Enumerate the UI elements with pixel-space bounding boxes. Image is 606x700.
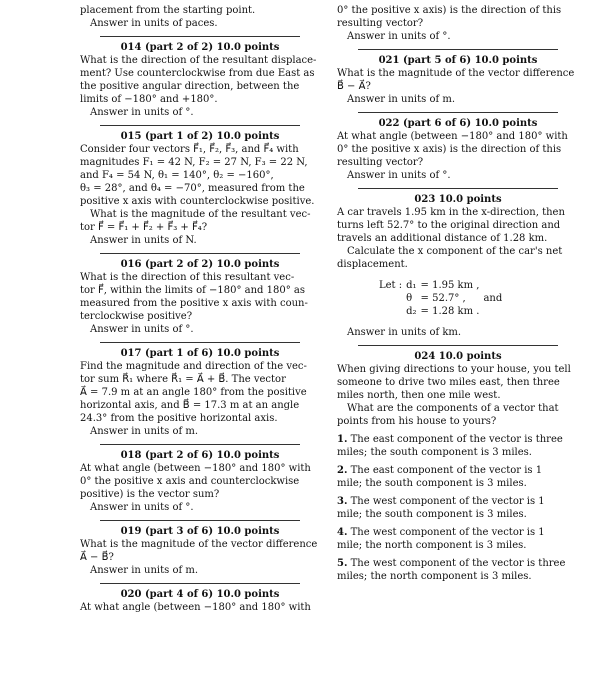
answer-option-1[interactable] <box>337 433 579 459</box>
question-header: 022 (part 6 of 6) 10.0 points <box>378 118 538 129</box>
divider <box>100 36 300 37</box>
question-text: At what angle (between −180° and 180° with <box>337 131 568 142</box>
question-text: terclockwise positive? <box>80 311 193 322</box>
question-text: What is the magnitude of the resultant vec- <box>90 209 311 220</box>
question-text: What is the magnitude of the vector difference <box>337 68 575 79</box>
question-text: At what angle (between −180° and 180° with <box>80 602 311 613</box>
question-text: displacement. <box>337 259 408 270</box>
answer-units: Answer in units of °. <box>90 324 194 335</box>
question-text: A⃗ = 7.9 m at an angle 180° from the positive <box>80 387 307 398</box>
continued-text: resulting vector? <box>337 18 424 29</box>
answer-units: Answer in units of °. <box>90 107 194 118</box>
divider <box>358 112 558 113</box>
option-text: The west component of the vector is three <box>350 558 566 569</box>
option-number: 5. <box>337 558 348 569</box>
question-018 <box>80 449 320 514</box>
question-header: 021 (part 5 of 6) 10.0 points <box>378 55 538 66</box>
question-text: When giving directions to your house, you tell <box>337 364 571 375</box>
question-014 <box>80 41 320 119</box>
question-header: 019 (part 3 of 6) 10.0 points <box>120 526 280 537</box>
connector <box>481 305 504 318</box>
question-header: 014 (part 2 of 2) 10.0 points <box>120 42 280 53</box>
question-header: 017 (part 1 of 6) 10.0 points <box>120 348 280 359</box>
variable: θ <box>406 293 413 304</box>
variable: d₁ <box>406 280 417 291</box>
question-text: What are the components of a vector that <box>347 403 559 414</box>
answer-units: Answer in units of m. <box>90 565 199 576</box>
continued-text: 0° the positive x axis) is the direction of this <box>337 5 562 16</box>
divider <box>100 520 300 521</box>
option-text: mile; the south component is 3 miles. <box>337 478 527 489</box>
answer-units: Answer in units of km. <box>347 327 462 338</box>
question-header: 016 (part 2 of 2) 10.0 points <box>120 259 280 270</box>
connector <box>481 279 504 292</box>
option-text: The west component of the vector is 1 <box>350 527 545 538</box>
value: = 52.7° , <box>420 293 466 304</box>
option-number: 2. <box>337 465 348 476</box>
question-text: ment? Use counterclockwise from due East as <box>80 68 315 79</box>
variable: d₂ <box>406 306 417 317</box>
given-values <box>377 279 579 318</box>
option-text: mile; the south component is 3 miles. <box>337 509 527 520</box>
divider <box>358 49 558 50</box>
question-text: tor F⃗, within the limits of −180° and 180° as <box>80 285 305 296</box>
question-015 <box>80 130 320 247</box>
question-text: 0° the positive x axis and counterclockwise <box>80 476 300 487</box>
question-text: Find the magnitude and direction of the vec- <box>80 361 307 372</box>
left-column <box>80 4 320 614</box>
option-text: miles; the south component is 3 miles. <box>337 447 532 458</box>
divider <box>100 125 300 126</box>
connector: and <box>483 293 503 304</box>
option-text: miles; the north component is 3 miles. <box>337 571 532 582</box>
divider <box>100 253 300 254</box>
question-text: resulting vector? <box>337 157 424 168</box>
question-text: travels an additional distance of 1.28 km. <box>337 233 548 244</box>
question-text: What is the magnitude of the vector difference <box>80 539 318 550</box>
question-text: limits of −180° and +180°. <box>80 94 218 105</box>
question-text: horizontal axis, and B⃗ = 17.3 m at an angle <box>80 400 300 411</box>
divider <box>100 342 300 343</box>
question-text: magnitudes F₁ = 42 N, F₂ = 27 N, F₃ = 22 N, <box>80 157 308 168</box>
question-text: tor F⃗ = F⃗₁ + F⃗₂ + F⃗₃ + F⃗₄? <box>80 222 208 233</box>
question-header: 015 (part 1 of 2) 10.0 points <box>120 131 280 142</box>
question-text: miles north, then one mile west. <box>337 390 501 401</box>
question-text: positive) is the vector sum? <box>80 489 220 500</box>
option-number: 1. <box>337 434 348 445</box>
answer-units: Answer in units of N. <box>90 235 197 246</box>
answer-units: Answer in units of °. <box>90 502 194 513</box>
question-020 <box>80 588 320 614</box>
question-text: points from his house to yours? <box>337 416 497 427</box>
divider <box>100 583 300 584</box>
question-text: and F₄ = 54 N, θ₁ = 140°, θ₂ = −160°, <box>80 170 274 181</box>
answer-units: Answer in units of °. <box>347 170 451 181</box>
intro-answer: Answer in units of paces. <box>90 18 218 29</box>
answer-option-4[interactable] <box>337 526 579 552</box>
question-text: the positive angular direction, between the <box>80 81 300 92</box>
divider <box>358 188 558 189</box>
question-021 <box>337 54 579 106</box>
question-header: 024 10.0 points <box>414 351 502 362</box>
question-text: A⃗ − B⃗? <box>80 552 114 563</box>
answer-option-2[interactable] <box>337 464 579 490</box>
question-text: turns left 52.7° to the original direction and <box>337 220 561 231</box>
question-023 <box>337 193 579 339</box>
question-text: someone to drive two miles east, then three <box>337 377 560 388</box>
question-text: 0° the positive x axis) is the direction of this <box>337 144 562 155</box>
question-text: What is the direction of the resultant displace- <box>80 55 317 66</box>
let-label: Let : <box>379 280 403 291</box>
question-text: tor sum R⃗₁ where R⃗₁ = A⃗ + B⃗. The vector <box>80 374 286 385</box>
answer-units: Answer in units of m. <box>347 94 456 105</box>
question-text: Consider four vectors F⃗₁, F⃗₂, F⃗₃, and F⃗₄ with <box>80 144 299 155</box>
question-text: B⃗ − A⃗? <box>337 81 371 92</box>
question-024 <box>337 350 579 583</box>
question-019 <box>80 525 320 577</box>
option-number: 3. <box>337 496 348 507</box>
answer-units: Answer in units of °. <box>347 31 451 42</box>
divider <box>358 345 558 346</box>
option-text: mile; the north component is 3 miles. <box>337 540 527 551</box>
option-text: The east component of the vector is three <box>350 434 563 445</box>
intro-line: placement from the starting point. <box>80 5 256 16</box>
question-header: 023 10.0 points <box>414 194 502 205</box>
option-number: 4. <box>337 527 348 538</box>
question-text: positive x axis with counterclockwise positive. <box>80 196 315 207</box>
answer-option-3[interactable] <box>337 495 579 521</box>
value: = 1.28 km . <box>420 306 480 317</box>
option-text: The east component of the vector is 1 <box>350 465 543 476</box>
question-022 <box>337 117 579 182</box>
question-017 <box>80 347 320 438</box>
question-text: measured from the positive x axis with coun- <box>80 298 308 309</box>
question-text: What is the direction of this resultant vec- <box>80 272 295 283</box>
question-header: 018 (part 2 of 6) 10.0 points <box>120 450 280 461</box>
value: = 1.95 km , <box>420 280 480 291</box>
option-text: The west component of the vector is 1 <box>350 496 545 507</box>
question-text: 24.3° from the positive horizontal axis. <box>80 413 278 424</box>
question-016 <box>80 258 320 336</box>
question-header: 020 (part 4 of 6) 10.0 points <box>120 589 280 600</box>
answer-option-5[interactable] <box>337 557 579 583</box>
question-text: A car travels 1.95 km in the x-direction, then <box>337 207 565 218</box>
divider <box>100 444 300 445</box>
right-column <box>337 4 579 583</box>
question-text: Calculate the x component of the car's net <box>347 246 563 257</box>
question-text: At what angle (between −180° and 180° with <box>80 463 311 474</box>
answer-units: Answer in units of m. <box>90 426 199 437</box>
question-text: θ₃ = 28°, and θ₄ = −70°, measured from the <box>80 183 305 194</box>
